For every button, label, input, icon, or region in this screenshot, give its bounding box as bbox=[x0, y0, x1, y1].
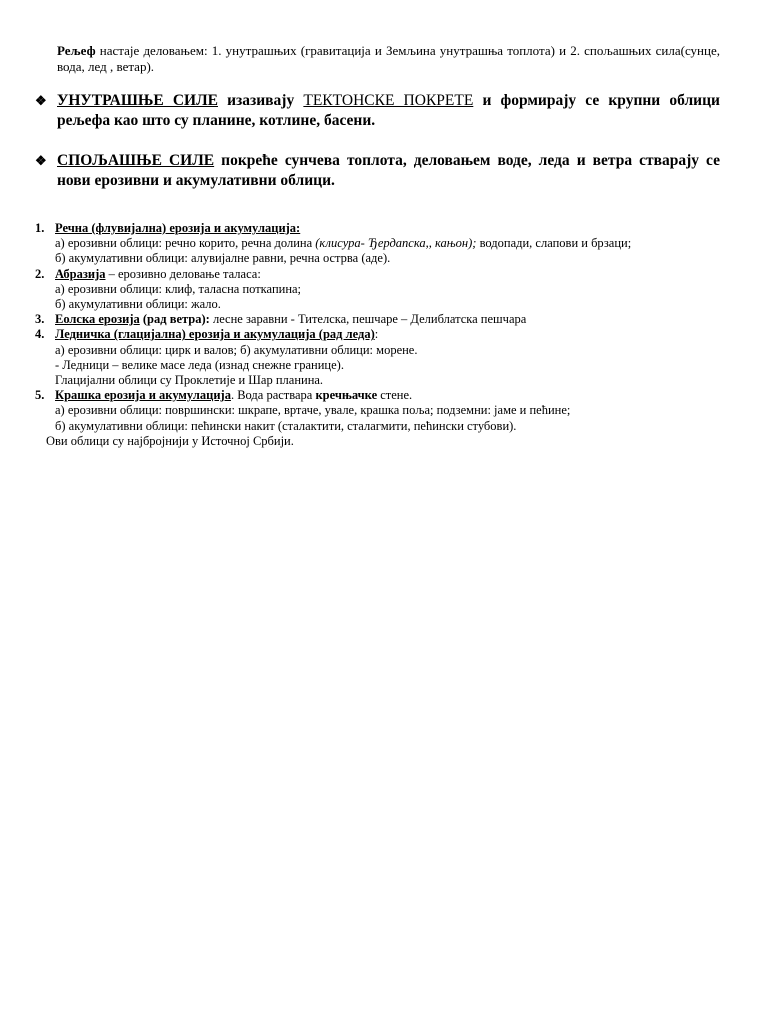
list-subline bbox=[35, 373, 735, 388]
list-number: 3. bbox=[35, 312, 45, 327]
bullet-2-text: покреће сунчева топлота, деловањем воде, леда и ветра стварају се нови ерозивни и акумулативни облици. bbox=[57, 152, 721, 189]
line-text: а) ерозивни облици: клиф, таласна поткапина; bbox=[55, 281, 302, 296]
list-number: 5. bbox=[35, 388, 45, 403]
list-item bbox=[35, 312, 735, 327]
list-subline bbox=[35, 419, 735, 434]
bullet-internal-forces bbox=[35, 91, 720, 131]
bullet-external-forces bbox=[35, 151, 720, 191]
intro-paragraph bbox=[57, 43, 720, 75]
bullet-2-term: СПОЉАШЊЕ СИЛЕ bbox=[57, 152, 215, 169]
list-item-title: Ледничка (глацијална) ерозија и акумулација (рад леда) bbox=[55, 327, 375, 342]
line-text: - Ледници – велике масе леда (изнад снежне границе). bbox=[55, 357, 344, 372]
list-item-title-suffix: (рад ветра): bbox=[139, 312, 210, 327]
diamond-bullet-icon: ❖ bbox=[35, 93, 47, 108]
list-subline bbox=[35, 282, 735, 297]
bullet-1-term-2: ТЕКТОНСКЕ ПОКРЕТЕ bbox=[303, 92, 474, 109]
list-subline bbox=[35, 297, 735, 312]
list-number: 2. bbox=[35, 266, 45, 281]
bullet-1-text-b: и формирају се крупни облици рељефа као што су планине, котлине, басени. bbox=[57, 92, 720, 129]
diamond-bullet-icon: ❖ bbox=[35, 153, 47, 168]
list-item-rest: . Вода раствара bbox=[230, 388, 316, 403]
list-number: 4. bbox=[35, 327, 45, 342]
list-item-rest: стене. bbox=[377, 388, 413, 403]
list-item bbox=[35, 221, 735, 236]
line-text: б) акумулативни облици: жало. bbox=[55, 297, 221, 312]
line-text: б) акумулативни облици: пећински накит (сталактити, сталагмити, пећински стубови). bbox=[55, 418, 517, 433]
list-item-rest: – ерозивно деловање таласа: bbox=[105, 266, 261, 281]
line-text: Глацијални облици су Проклетије и Шар планина. bbox=[55, 373, 324, 388]
list-subline bbox=[35, 403, 735, 418]
list-item bbox=[35, 327, 735, 342]
intro-text: настаје деловањем: 1. унутрашњих (гравитација и Земљина унутрашња топлота) и 2. спољашњих сила(сунце, вода, лед , ветар). bbox=[57, 43, 720, 74]
list-subline bbox=[35, 358, 735, 373]
list-subline bbox=[35, 251, 735, 266]
line-text: б) акумулативни облици: алувијалне равни, речна острва (аде). bbox=[55, 251, 391, 266]
line-italic: (клисура- Ђердапска,, кањон); bbox=[315, 236, 477, 251]
list-number: 1. bbox=[35, 221, 45, 235]
list-subline bbox=[35, 343, 735, 358]
erosion-list bbox=[35, 221, 735, 449]
list-item-title: Абразија bbox=[55, 266, 106, 281]
bullet-1-text-a: изазивају bbox=[217, 92, 304, 109]
list-subline bbox=[35, 236, 735, 251]
bullet-1-term: УНУТРАШЊЕ СИЛЕ bbox=[57, 92, 218, 109]
list-item bbox=[35, 267, 735, 282]
list-item-bold: кречњачке bbox=[315, 388, 378, 403]
closing-line: Ови облици су најбројнији у Источној Србији. bbox=[46, 433, 294, 448]
line-text: водопади, слапови и брзаци; bbox=[476, 236, 632, 251]
list-item-rest: : bbox=[374, 327, 379, 342]
list-item-title: Речна (флувијална) ерозија и акумулација: bbox=[55, 221, 301, 235]
intro-term: Рељеф bbox=[57, 43, 96, 58]
list-item-rest: лесне заравни - Тителска, пешчаре – Делиблатска пешчара bbox=[209, 312, 527, 327]
list-item bbox=[35, 388, 735, 403]
list-item-title: Крашка ерозија и акумулација bbox=[55, 388, 231, 403]
line-text: а) ерозивни облици: речно корито, речна долина bbox=[55, 236, 316, 251]
line-text: а) ерозивни облици: цирк и валов; б) акумулативни облици: морене. bbox=[55, 342, 418, 357]
line-text: а) ерозивни облици: површински: шкрапе, вртаче, увале, крашка поља; подземни: јаме и пећине; bbox=[55, 403, 571, 418]
list-item-title: Еолска ерозија bbox=[55, 312, 140, 327]
